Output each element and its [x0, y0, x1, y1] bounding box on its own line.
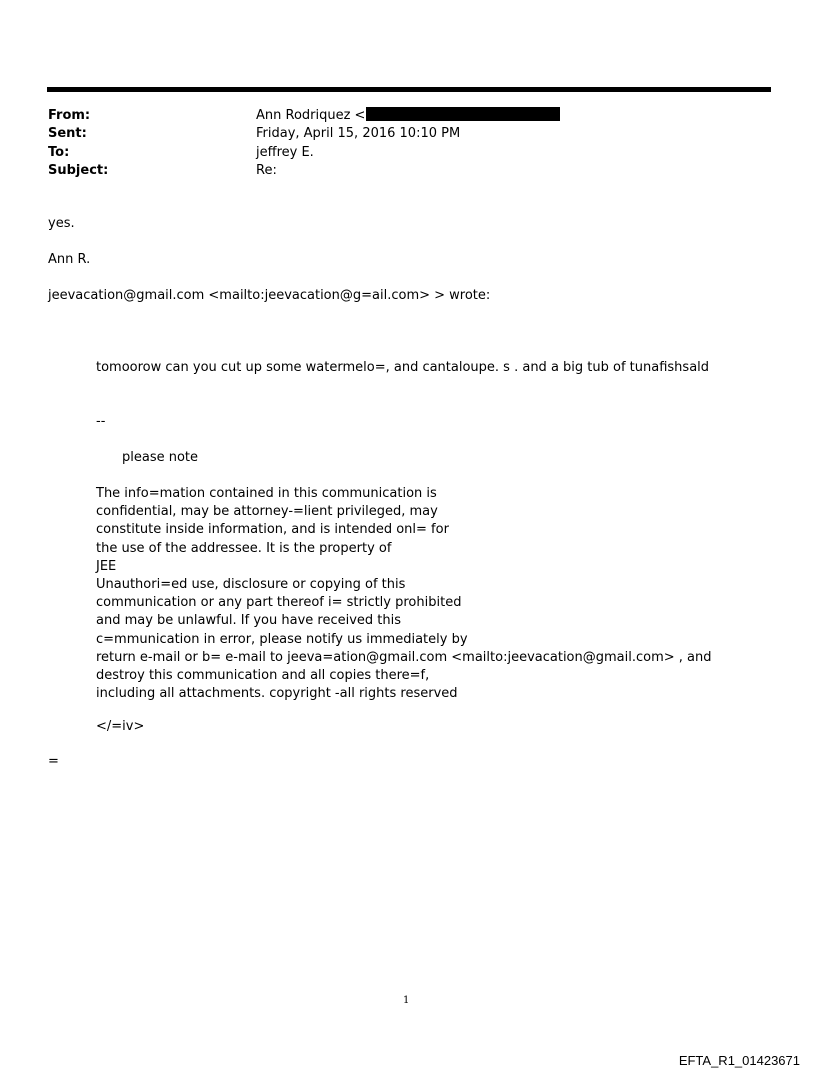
notice-line: Unauthori=ed use, disclosure or copying of this — [96, 576, 406, 592]
reply-text: yes. — [48, 216, 75, 231]
notice-line: destroy this communication and all copies there=f, — [96, 667, 430, 683]
notice-line: constitute inside information, and is intended onl= for — [96, 522, 449, 538]
signature-separator: -- — [96, 414, 106, 429]
notice-line: including all attachments. copyright -all rights reserved — [96, 686, 458, 702]
redaction-bar — [366, 107, 560, 121]
notice-line: return e-mail or b= e-mail to jeeva=ation@gmail.com <mailto:jeevacation@gmail.com> , and — [96, 649, 712, 665]
notice-line: JEE — [96, 558, 117, 574]
page-number: 1 — [403, 995, 410, 1006]
sent-value: Friday, April 15, 2016 10:10 PM — [256, 126, 461, 141]
to-label: To: — [48, 145, 70, 160]
quoted-message: tomoorow can you cut up some watermelo=, and cantaloupe. s . and a big tub of tunafishsald — [96, 360, 710, 375]
quote-attribution: jeevacation@gmail.com <mailto:jeevacation@g=ail.com> > wrote: — [48, 288, 491, 303]
notice-line: c=mmunication in error, please notify us immediately by — [96, 631, 468, 647]
signature: Ann R. — [48, 252, 91, 267]
to-value: jeffrey E. — [256, 145, 314, 160]
from-value — [256, 107, 560, 125]
from-label: From: — [48, 108, 91, 123]
subject-label: Subject: — [48, 163, 109, 178]
header-rule — [47, 87, 771, 92]
notice-line: The info=mation contained in this communication is — [96, 486, 437, 501]
notice-line: the use of the addressee. It is the property of — [96, 540, 392, 556]
closing-tag: </=iv> — [96, 719, 145, 734]
notice-line: and may be unlawful. If you have received this — [96, 613, 402, 629]
confidentiality-notice — [96, 485, 712, 703]
please-note: please note — [122, 450, 199, 465]
sent-label: Sent: — [48, 126, 87, 141]
trailing-equals: = — [48, 754, 59, 769]
notice-line: confidential, may be attorney-=lient privileged, may — [96, 504, 438, 520]
subject-value: Re: — [256, 163, 277, 178]
notice-line: communication or any part thereof i= strictly prohibited — [96, 595, 462, 611]
bates-number: EFTA_R1_01423671 — [678, 1053, 800, 1068]
from-name: Ann Rodriquez < — [256, 108, 366, 123]
